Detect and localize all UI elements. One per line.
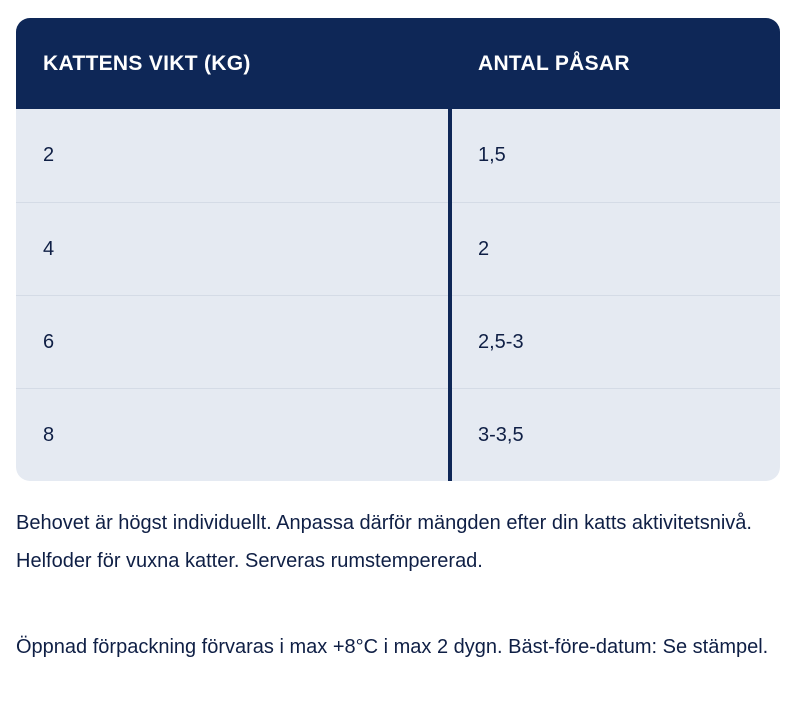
- cell-bags: 1,5: [478, 144, 506, 166]
- note-paragraph-storage: Öppnad förpackning förvaras i max +8°C i max 2 dygn. Bäst-före-datum: Se stämpel.: [16, 636, 769, 658]
- cell-bags: 2,5-3: [478, 330, 524, 353]
- cell-weight: 8: [43, 423, 55, 446]
- table-body: [16, 109, 780, 481]
- cell-bags: 3-3,5: [478, 423, 524, 446]
- note-paragraph-usage: Behovet är högst individuellt. Anpassa därför mängden efter din katts aktivitetsnivå. Helfoder för vuxna katter. Serveras rumstempererad.: [16, 512, 752, 572]
- cell-weight: 4: [43, 237, 55, 260]
- feeding-table: [16, 18, 780, 481]
- table-row: [16, 109, 780, 202]
- table-header: [16, 18, 780, 109]
- cell-weight: 2: [43, 144, 55, 166]
- cell-bags: 2: [478, 237, 490, 260]
- table-row: [16, 202, 780, 295]
- header-bag-count: ANTAL PÅSAR: [478, 51, 630, 75]
- cell-weight: 6: [43, 330, 55, 353]
- table-row: [16, 388, 780, 481]
- column-divider: [448, 109, 452, 481]
- table-row: [16, 295, 780, 388]
- header-cat-weight: KATTENS VIKT (KG): [43, 51, 251, 75]
- feeding-notes: [16, 504, 784, 666]
